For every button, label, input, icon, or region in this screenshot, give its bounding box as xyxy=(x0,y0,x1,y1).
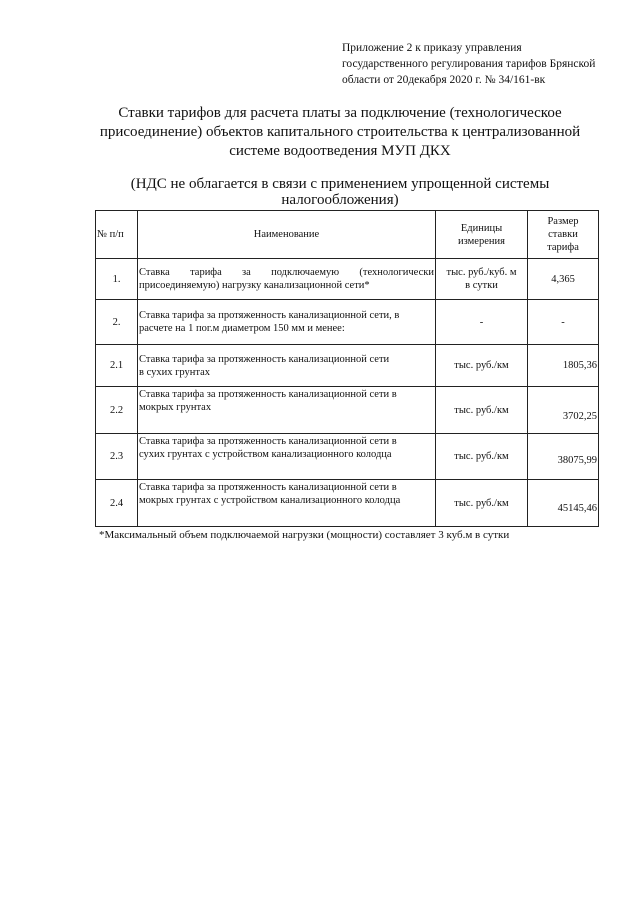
row-unit: тыс. руб./км xyxy=(436,480,528,527)
table-header-row xyxy=(96,211,599,259)
row-unit: тыс. руб./км xyxy=(436,434,528,480)
table-row xyxy=(96,300,599,345)
row-rate: 3702,25 xyxy=(528,387,599,434)
row-rate: 38075,99 xyxy=(528,434,599,480)
header-rate xyxy=(528,211,599,259)
row-name-line-2: мокрых грунтах xyxy=(139,402,212,413)
appendix-note xyxy=(342,40,632,88)
header-unit xyxy=(436,211,528,259)
row-name xyxy=(138,259,436,300)
title-line-3: системе водоотведения МУП ДКХ xyxy=(229,143,451,159)
row-unit-line-2: в сутки xyxy=(465,280,498,291)
header-rate-line-2: ставки xyxy=(548,229,578,240)
title-line-2: присоединение) объектов капитального строительства к централизованной xyxy=(99,124,581,140)
header-rate-line-3: тарифа xyxy=(547,242,579,253)
title-line-1: Ставки тарифов для расчета платы за подключение (технологическое xyxy=(118,105,562,121)
row-name-line-1: Ставка тарифа за протяженность канализационной сети, в xyxy=(139,310,400,321)
row-name-line-2: расчете на 1 пог.м диаметром 150 мм и менее: xyxy=(139,323,345,334)
row-name-line-2: присоединяемую) нагрузку канализационной сети* xyxy=(139,280,370,291)
vat-note xyxy=(110,176,570,208)
row-num: 1. xyxy=(96,259,138,300)
row-name-line-1: Ставка тарифа за протяженность канализационной сети xyxy=(139,353,390,365)
table-row xyxy=(96,345,599,387)
row-unit: тыс. руб./км xyxy=(436,345,528,387)
row-num: 2.4 xyxy=(96,480,138,527)
footnote: *Максимальный объем подключаемой нагрузки (мощности) составляет 3 куб.м в сутки xyxy=(99,529,510,541)
row-rate: 45145,46 xyxy=(528,480,599,527)
vat-line-2: налогообложения) xyxy=(281,192,399,208)
appendix-line-1: Приложение 2 к приказу управления xyxy=(342,42,522,54)
row-rate: - xyxy=(528,300,599,345)
row-num: 2.3 xyxy=(96,434,138,480)
row-name-line-1: Ставка тарифа за протяженность канализационной сети в xyxy=(139,436,397,447)
table-row xyxy=(96,259,599,300)
row-unit-line-1: тыс. руб./куб. м xyxy=(446,267,517,278)
row-unit: - xyxy=(436,300,528,345)
row-name-line-1: Ставка тарифа за протяженность канализационной сети в xyxy=(139,482,397,493)
row-name xyxy=(138,300,436,345)
row-unit: тыс. руб./км xyxy=(436,387,528,434)
row-name xyxy=(138,345,436,387)
header-rate-line-1: Размер xyxy=(547,216,579,227)
row-name xyxy=(138,434,436,480)
row-rate: 1805,36 xyxy=(528,345,599,387)
header-num: № п/п xyxy=(96,211,138,259)
row-unit xyxy=(436,259,528,300)
table-row xyxy=(96,387,599,434)
row-name-line-2: сухих грунтах с устройством канализационного колодца xyxy=(139,449,392,460)
row-num: 2.1 xyxy=(96,345,138,387)
header-unit-line-2: измерения xyxy=(458,235,505,247)
row-num: 2.2 xyxy=(96,387,138,434)
row-num: 2. xyxy=(96,300,138,345)
table-row xyxy=(96,480,599,527)
appendix-line-3: области от 20декабря 2020 г. № 34/161-вк xyxy=(342,74,546,86)
row-name-line-1: Ставка тарифа за подключаемую (технологически xyxy=(139,267,434,278)
tariff-table xyxy=(95,210,599,527)
header-name: Наименование xyxy=(138,211,436,259)
header-unit-line-1: Единицы xyxy=(460,222,503,234)
row-name-line-1: Ставка тарифа за протяженность канализационной сети в xyxy=(139,389,397,400)
vat-line-1: (НДС не облагается в связи с применением упрощенной системы xyxy=(130,176,550,192)
row-name-line-2: мокрых грунтах с устройством канализационного колодца xyxy=(139,495,401,506)
document-title xyxy=(90,104,590,161)
row-name xyxy=(138,387,436,434)
row-name-line-2: в сухих грунтах xyxy=(139,366,211,378)
table-row xyxy=(96,434,599,480)
row-name xyxy=(138,480,436,527)
row-rate: 4,365 xyxy=(528,259,599,300)
appendix-line-2: государственного регулирования тарифов Брянской xyxy=(342,58,596,70)
